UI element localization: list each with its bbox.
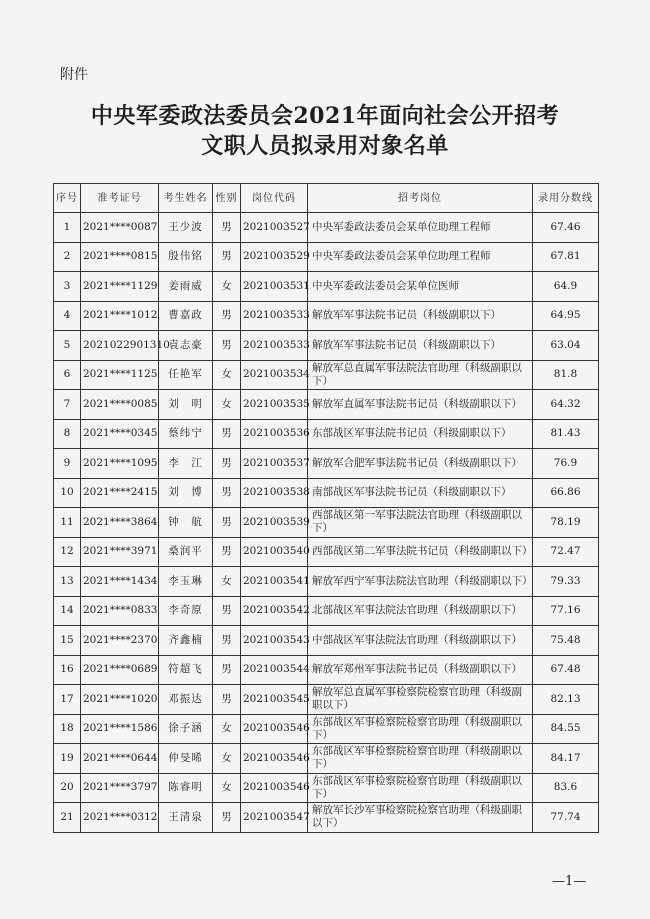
cell-no: 14 [54,596,81,626]
cell-post: 西部战区第二军事法院书记员（科级副职以下） [308,537,533,567]
cell-score: 75.48 [533,626,599,656]
cell-post: 西部战区第一军事法院法官助理（科级副职以下） [308,508,533,538]
table-row [54,419,599,449]
cell-name: 齐鑫楠 [159,626,213,656]
cell-gender: 男 [213,213,241,243]
cell-no: 3 [54,272,81,302]
document-title-line2: 文职人员拟录用对象名单 [201,133,449,159]
cell-post-code: 2021003534 [241,360,308,390]
cell-name: 袁志豪 [159,331,213,361]
table-row [54,803,599,833]
cell-post: 中央军委政法委员会某单位助理工程师 [308,213,533,243]
table-row [54,773,599,803]
cell-post: 东部战区军事检察院检察官助理（科级副职以下） [308,714,533,744]
cell-gender: 男 [213,655,241,685]
cell-score: 64.32 [533,390,599,420]
cell-post-code: 2021003539 [241,508,308,538]
cell-post: 解放军西宁军事法院法官助理（科级副职以下） [308,567,533,597]
cell-post-code: 2021003533 [241,301,308,331]
cell-exam-id: 2021****1129 [81,272,159,302]
cell-exam-id: 2021****0689 [81,655,159,685]
cell-exam-id: 2021****1095 [81,449,159,479]
cell-score: 78.19 [533,508,599,538]
cell-exam-id: 2021****0644 [81,744,159,774]
cell-gender: 男 [213,626,241,656]
cell-score: 66.86 [533,478,599,508]
cell-no: 5 [54,331,81,361]
cell-post-code: 2021003535 [241,390,308,420]
cell-post: 南部战区军事法院书记员（科级副职以下） [308,478,533,508]
cell-gender: 女 [213,272,241,302]
cell-post-code: 2021003546 [241,714,308,744]
cell-exam-id: 2021022901310 [81,331,159,361]
cell-no: 1 [54,213,81,243]
cell-name: 李奇原 [159,596,213,626]
cell-post: 中央军委政法委员会某单位助理工程师 [308,242,533,272]
column-header-post-code: 岗位代码 [241,184,308,213]
table-row [54,242,599,272]
table-header-row [54,184,599,213]
column-header-exam-id: 准考证号 [81,184,159,213]
table-row [54,331,599,361]
cell-gender: 男 [213,803,241,833]
cell-exam-id: 2021****3864 [81,508,159,538]
cell-name: 陈睿明 [159,773,213,803]
cell-name: 桑润平 [159,537,213,567]
cell-no: 4 [54,301,81,331]
cell-post-code: 2021003540 [241,537,308,567]
cell-post: 解放军军事法院书记员（科级副职以下） [308,331,533,361]
candidate-table [53,183,599,833]
cell-no: 2 [54,242,81,272]
cell-post: 解放军长沙军事检察院检察官助理（科级副职以下） [308,803,533,833]
cell-post-code: 2021003531 [241,272,308,302]
cell-name: 符超飞 [159,655,213,685]
cell-gender: 女 [213,390,241,420]
table-row [54,360,599,390]
table-row [54,685,599,715]
cell-post: 解放军总直属军事检察院检察官助理（科级副职以下） [308,685,533,715]
cell-score: 67.48 [533,655,599,685]
cell-exam-id: 2021****0833 [81,596,159,626]
cell-name: 刘 明 [159,390,213,420]
column-header-score: 录用分数线 [533,184,599,213]
cell-post: 中部战区军事法院法官助理（科级副职以下） [308,626,533,656]
cell-post-code: 2021003542 [241,596,308,626]
cell-post-code: 2021003546 [241,744,308,774]
cell-name: 李 江 [159,449,213,479]
cell-name: 蔡纬宁 [159,419,213,449]
cell-post-code: 2021003543 [241,626,308,656]
cell-post: 解放军军事法院书记员（科级副职以下） [308,301,533,331]
cell-no: 21 [54,803,81,833]
table-row [54,537,599,567]
cell-score: 72.47 [533,537,599,567]
cell-score: 67.46 [533,213,599,243]
cell-no: 7 [54,390,81,420]
cell-score: 77.74 [533,803,599,833]
cell-exam-id: 2021****3971 [81,537,159,567]
table-row [54,449,599,479]
cell-no: 15 [54,626,81,656]
cell-no: 9 [54,449,81,479]
cell-score: 84.17 [533,744,599,774]
cell-exam-id: 2021****0085 [81,390,159,420]
cell-post: 解放军总直属军事法院法官助理（科级副职以下） [308,360,533,390]
cell-gender: 男 [213,331,241,361]
document-title-line1: 中央军委政法委员会2021年面向社会公开招考 [90,103,560,129]
cell-post-code: 2021003541 [241,567,308,597]
table-body [54,213,599,833]
cell-post: 解放军直属军事法院书记员（科级副职以下） [308,390,533,420]
table-row [54,301,599,331]
cell-post-code: 2021003527 [241,213,308,243]
cell-exam-id: 2021****1125 [81,360,159,390]
cell-name: 曹嘉政 [159,301,213,331]
cell-post: 解放军合肥军事法院书记员（科级副职以下） [308,449,533,479]
cell-gender: 男 [213,301,241,331]
table-row [54,567,599,597]
cell-name: 刘 博 [159,478,213,508]
cell-score: 77.16 [533,596,599,626]
cell-gender: 女 [213,360,241,390]
cell-name: 徐子涵 [159,714,213,744]
cell-name: 殷伟铭 [159,242,213,272]
cell-post-code: 2021003533 [241,331,308,361]
cell-name: 钟 航 [159,508,213,538]
cell-name: 任艳军 [159,360,213,390]
cell-score: 63.04 [533,331,599,361]
cell-post: 东部战区军事检察院检察官助理（科级副职以下） [308,773,533,803]
cell-exam-id: 2021****0345 [81,419,159,449]
cell-name: 邓振达 [159,685,213,715]
column-header-post: 招考岗位 [308,184,533,213]
column-header-no: 序号 [54,184,81,213]
cell-exam-id: 2021****3797 [81,773,159,803]
cell-gender: 男 [213,449,241,479]
table-row [54,714,599,744]
cell-score: 83.6 [533,773,599,803]
cell-no: 17 [54,685,81,715]
cell-gender: 男 [213,478,241,508]
cell-no: 11 [54,508,81,538]
cell-no: 8 [54,419,81,449]
table-row [54,390,599,420]
table-row [54,626,599,656]
table-row [54,508,599,538]
table-row [54,744,599,774]
cell-no: 13 [54,567,81,597]
cell-name: 王清泉 [159,803,213,833]
attachment-label: 附件 [60,67,88,83]
cell-post-code: 2021003536 [241,419,308,449]
cell-post: 北部战区军事法院法官助理（科级副职以下） [308,596,533,626]
cell-post-code: 2021003546 [241,773,308,803]
cell-post-code: 2021003547 [241,803,308,833]
cell-post-code: 2021003529 [241,242,308,272]
cell-no: 16 [54,655,81,685]
cell-no: 10 [54,478,81,508]
cell-no: 18 [54,714,81,744]
cell-exam-id: 2021****0087 [81,213,159,243]
cell-score: 64.9 [533,272,599,302]
cell-no: 6 [54,360,81,390]
cell-post: 解放军郑州军事法院书记员（科级副职以下） [308,655,533,685]
cell-gender: 女 [213,744,241,774]
table-row [54,655,599,685]
cell-score: 76.9 [533,449,599,479]
cell-post-code: 2021003544 [241,655,308,685]
page-number: —1— [552,874,587,889]
cell-exam-id: 2021****1586 [81,714,159,744]
cell-gender: 男 [213,537,241,567]
table-row [54,596,599,626]
cell-gender: 男 [213,508,241,538]
cell-gender: 女 [213,773,241,803]
cell-post-code: 2021003538 [241,478,308,508]
cell-score: 67.81 [533,242,599,272]
cell-post: 中央军委政法委员会某单位医师 [308,272,533,302]
cell-name: 李玉琳 [159,567,213,597]
cell-name: 王少波 [159,213,213,243]
cell-post: 东部战区军事检察院检察官助理（科级副职以下） [308,744,533,774]
cell-exam-id: 2021****1434 [81,567,159,597]
cell-score: 81.8 [533,360,599,390]
cell-no: 20 [54,773,81,803]
cell-exam-id: 2021****2415 [81,478,159,508]
table-row [54,272,599,302]
cell-post-code: 2021003545 [241,685,308,715]
cell-exam-id: 2021****0815 [81,242,159,272]
column-header-name: 考生姓名 [159,184,213,213]
cell-gender: 男 [213,242,241,272]
cell-score: 82.13 [533,685,599,715]
cell-score: 79.33 [533,567,599,597]
cell-exam-id: 2021****2370 [81,626,159,656]
cell-score: 81.43 [533,419,599,449]
cell-gender: 女 [213,714,241,744]
cell-post-code: 2021003537 [241,449,308,479]
cell-exam-id: 2021****0312 [81,803,159,833]
cell-exam-id: 2021****1012 [81,301,159,331]
cell-no: 19 [54,744,81,774]
cell-name: 姜雨威 [159,272,213,302]
cell-post: 东部战区军事法院书记员（科级副职以下） [308,419,533,449]
cell-gender: 男 [213,419,241,449]
table-row [54,213,599,243]
cell-gender: 男 [213,596,241,626]
cell-name: 仲旻晞 [159,744,213,774]
cell-no: 12 [54,537,81,567]
column-header-gender: 性别 [213,184,241,213]
cell-score: 64.95 [533,301,599,331]
cell-exam-id: 2021****1020 [81,685,159,715]
cell-score: 84.55 [533,714,599,744]
cell-gender: 女 [213,567,241,597]
cell-gender: 男 [213,685,241,715]
table-row [54,478,599,508]
